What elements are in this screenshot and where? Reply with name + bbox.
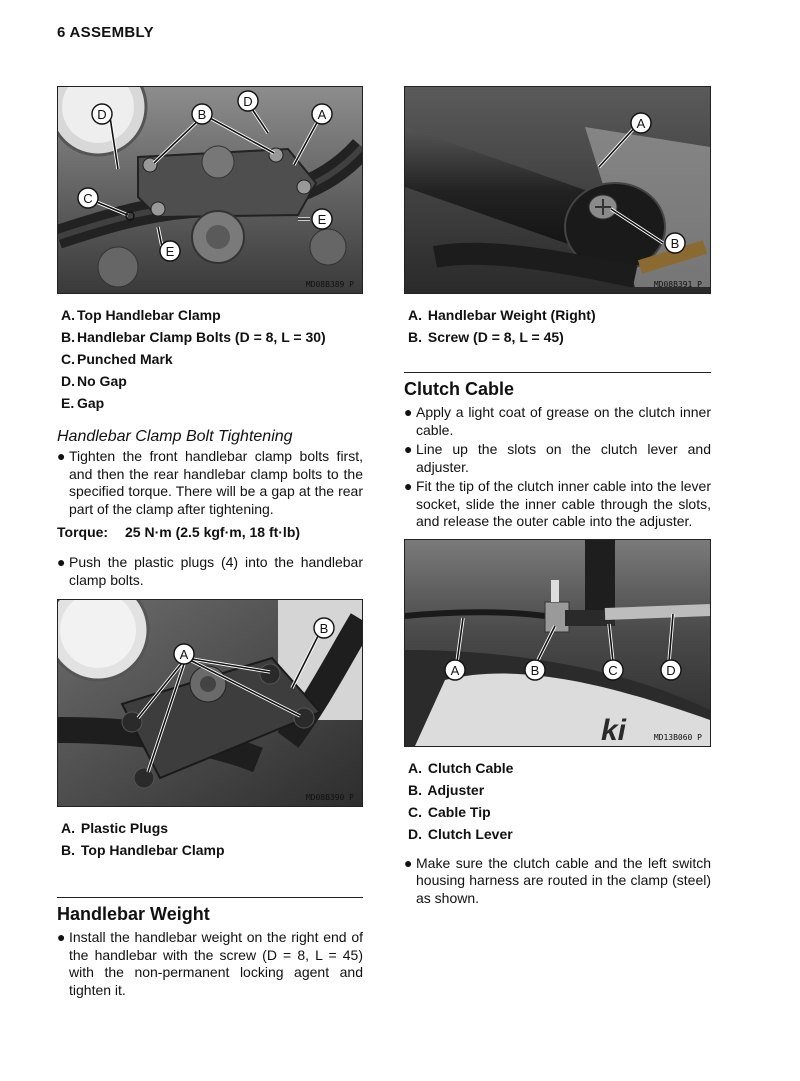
bullet-icon: ●: [404, 404, 413, 420]
photo-id: MD13B060 P: [653, 732, 702, 742]
callout-A: [631, 113, 651, 133]
callout-C: [603, 660, 623, 680]
tightening-bullet-1: ● Tighten the front handlebar clamp bolts first, and then the rear handlebar clamp bolts to the specified torque. There will be a gap at the rear part of the clamp after tightening.: [57, 448, 363, 517]
legend-item: B. Adjuster: [408, 781, 485, 798]
svg-text:A: A: [636, 116, 646, 131]
svg-text:B: B: [197, 107, 207, 122]
page-header: 6 ASSEMBLY: [57, 24, 154, 41]
svg-text:D: D: [243, 94, 253, 109]
callout-B: [192, 104, 212, 124]
callout-A: [174, 644, 194, 664]
svg-text:B: B: [319, 621, 329, 636]
photo-id: MD08B389 P: [305, 280, 354, 289]
callout-D: [661, 660, 681, 680]
legend-item: E. Gap: [61, 395, 105, 411]
tightening-subheading: Handlebar Clamp Bolt Tightening: [57, 428, 293, 445]
clutch-cable-illustration: [405, 540, 710, 746]
torque-spec: Torque: 25 N·m (2.5 kgf·m, 18 ft·lb): [57, 524, 301, 540]
bullet-icon: ●: [57, 448, 66, 464]
svg-text:E: E: [165, 244, 175, 259]
photo-handlebar-clamp: [57, 86, 363, 294]
tank-lettering: ki: [601, 713, 627, 746]
photo-plastic-plugs: [57, 599, 363, 807]
svg-text:A: A: [317, 107, 327, 122]
svg-text:C: C: [83, 191, 93, 206]
bullet-icon: ●: [404, 441, 413, 457]
legend-item: B. Screw (D = 8, L = 45): [408, 329, 564, 345]
callout-E-1: [312, 209, 332, 229]
clutch-routing-bullet: ● Make sure the clutch cable and the left switch housing harness are routed in the clamp (steel) as shown.: [404, 854, 711, 906]
plastic-plugs-illustration: [58, 600, 362, 806]
svg-text:A: A: [179, 647, 189, 662]
figure4-legend: [408, 757, 711, 845]
legend-item: C. Punched Mark: [61, 351, 173, 367]
photo-clutch-cable: [404, 539, 711, 747]
bullet-icon: ●: [404, 854, 413, 871]
tightening-bullet-2: ● Push the plastic plugs (4) into the handlebar clamp bolts.: [57, 554, 363, 588]
legend-item: D. No Gap: [61, 373, 127, 389]
legend-item: C. Cable Tip: [408, 803, 491, 820]
legend-item: A. Plastic Plugs: [61, 820, 169, 836]
callout-C: [78, 188, 98, 208]
callout-A: [445, 660, 465, 680]
left-column: [57, 86, 363, 999]
handlebar-weight-illustration: [405, 87, 710, 293]
photo-id: MD08B391 P: [653, 280, 702, 289]
svg-text:B: B: [530, 662, 540, 678]
callout-E-2: [160, 241, 180, 261]
svg-text:B: B: [670, 236, 680, 251]
svg-text:C: C: [608, 662, 618, 678]
photo-handlebar-weight: [404, 86, 711, 294]
clutch-bullet-3: ● Fit the tip of the clutch inner cable into the lever socket, slide the inner cable through the slots, and release the outer cable into the adjuster.: [404, 478, 711, 529]
legend-item: A. Clutch Cable: [408, 759, 514, 776]
svg-text:E: E: [317, 212, 327, 227]
figure1-legend: [61, 304, 363, 414]
photo-id: MD08B390 P: [305, 793, 354, 802]
clutch-bullet-1: ● Apply a light coat of grease on the clutch inner cable.: [404, 404, 711, 438]
legend-item: D. Clutch Lever: [408, 825, 513, 842]
bullet-icon: ●: [57, 554, 66, 570]
callout-D-1: [92, 104, 112, 124]
handlebar-weight-heading: Handlebar Weight: [57, 897, 363, 925]
legend-item: B. Handlebar Clamp Bolts (D = 8, L = 30): [61, 329, 326, 345]
callout-A: [312, 104, 332, 124]
callout-B: [525, 660, 545, 680]
svg-text:D: D: [666, 662, 676, 678]
svg-text:D: D: [97, 107, 107, 122]
bullet-icon: ●: [404, 478, 413, 494]
clutch-bullet-2: ● Line up the slots on the clutch lever and adjuster.: [404, 441, 711, 475]
figure3-legend: [408, 304, 711, 348]
callout-B: [665, 233, 685, 253]
bullet-icon: ●: [57, 929, 66, 945]
right-column: [404, 86, 711, 907]
clutch-cable-heading: Clutch Cable: [404, 372, 711, 400]
legend-item: A. Top Handlebar Clamp: [61, 307, 221, 323]
callout-B: [314, 618, 334, 638]
callout-D-2: [238, 91, 258, 111]
legend-item: A. Handlebar Weight (Right): [408, 307, 596, 323]
handlebar-weight-bullet: ● Install the handlebar weight on the right end of the handlebar with the screw (D = 8, L = 45) with the non-permanent locking agent and tighten it.: [57, 929, 363, 998]
figure2-legend: [61, 817, 363, 861]
handlebar-clamp-illustration: [58, 87, 362, 293]
legend-item: B. Top Handlebar Clamp: [61, 842, 225, 858]
svg-text:A: A: [450, 662, 460, 678]
